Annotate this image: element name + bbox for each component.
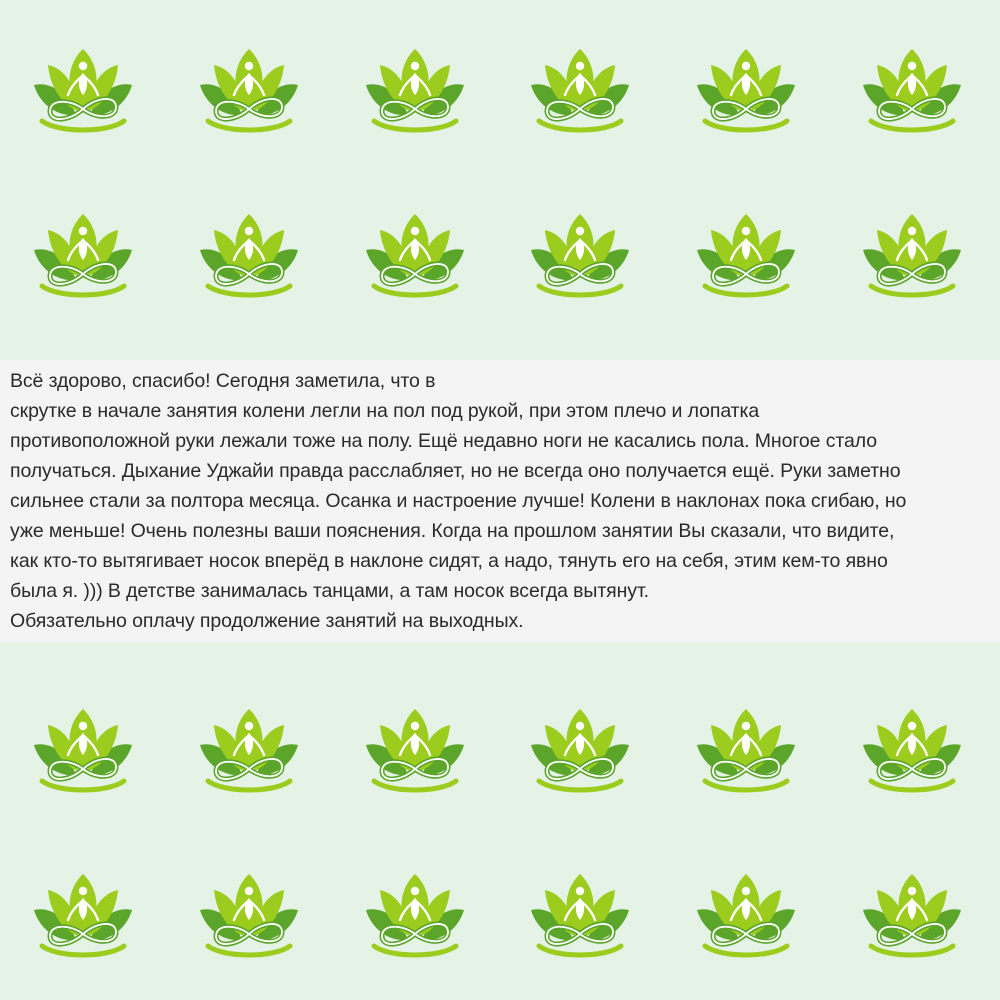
review-line: скрутке в начале занятия колени легли на пол под рукой, при этом плечо и лопатка bbox=[10, 400, 760, 422]
lotus-yoga-icon bbox=[360, 45, 470, 135]
review-line: Обязательно оплачу продолжение занятий на выходных. bbox=[10, 610, 524, 632]
lotus-yoga-icon bbox=[28, 705, 138, 795]
lotus-yoga-icon bbox=[857, 210, 967, 300]
review-text bbox=[10, 366, 990, 636]
lotus-yoga-icon bbox=[360, 705, 470, 795]
lotus-yoga-icon bbox=[360, 210, 470, 300]
lotus-yoga-icon bbox=[28, 210, 138, 300]
lotus-yoga-icon bbox=[194, 870, 304, 960]
lotus-yoga-icon bbox=[857, 45, 967, 135]
lotus-yoga-icon bbox=[28, 45, 138, 135]
review-line: противоположной руки лежали тоже на полу. Ещё недавно ноги не касались пола. Многое стало bbox=[10, 430, 877, 452]
lotus-yoga-icon bbox=[194, 45, 304, 135]
lotus-yoga-icon bbox=[194, 210, 304, 300]
review-line: как кто-то вытягивает носок вперёд в наклоне сидят, а надо, тянуть его на себя, этим кем-то явно bbox=[10, 550, 888, 572]
lotus-yoga-icon bbox=[525, 870, 635, 960]
review-panel bbox=[0, 360, 1000, 642]
lotus-pattern-top bbox=[0, 0, 1000, 330]
lotus-yoga-icon bbox=[691, 870, 801, 960]
lotus-yoga-icon bbox=[28, 870, 138, 960]
review-line: Всё здорово, спасибо! Сегодня заметила, что в bbox=[10, 370, 436, 392]
lotus-yoga-icon bbox=[691, 210, 801, 300]
lotus-yoga-icon bbox=[857, 870, 967, 960]
lotus-yoga-icon bbox=[857, 705, 967, 795]
lotus-yoga-icon bbox=[525, 210, 635, 300]
review-line: сильнее стали за полтора месяца. Осанка и настроение лучше! Колени в наклонах пока сгибаю, но bbox=[10, 490, 907, 512]
lotus-yoga-icon bbox=[525, 705, 635, 795]
review-line: уже меньше! Очень полезны ваши пояснения. Когда на прошлом занятии Вы сказали, что видите, bbox=[10, 520, 895, 542]
lotus-pattern-bottom bbox=[0, 670, 1000, 1000]
review-line: была я. ))) В детстве занималась танцами, а там носок всегда вытянут. bbox=[10, 580, 649, 602]
lotus-yoga-icon bbox=[525, 45, 635, 135]
review-line: получаться. Дыхание Уджайи правда расслабляет, но не всегда оно получается ещё. Руки заметно bbox=[10, 460, 901, 482]
lotus-yoga-icon bbox=[691, 45, 801, 135]
lotus-yoga-icon bbox=[360, 870, 470, 960]
lotus-yoga-icon bbox=[691, 705, 801, 795]
lotus-yoga-icon bbox=[194, 705, 304, 795]
